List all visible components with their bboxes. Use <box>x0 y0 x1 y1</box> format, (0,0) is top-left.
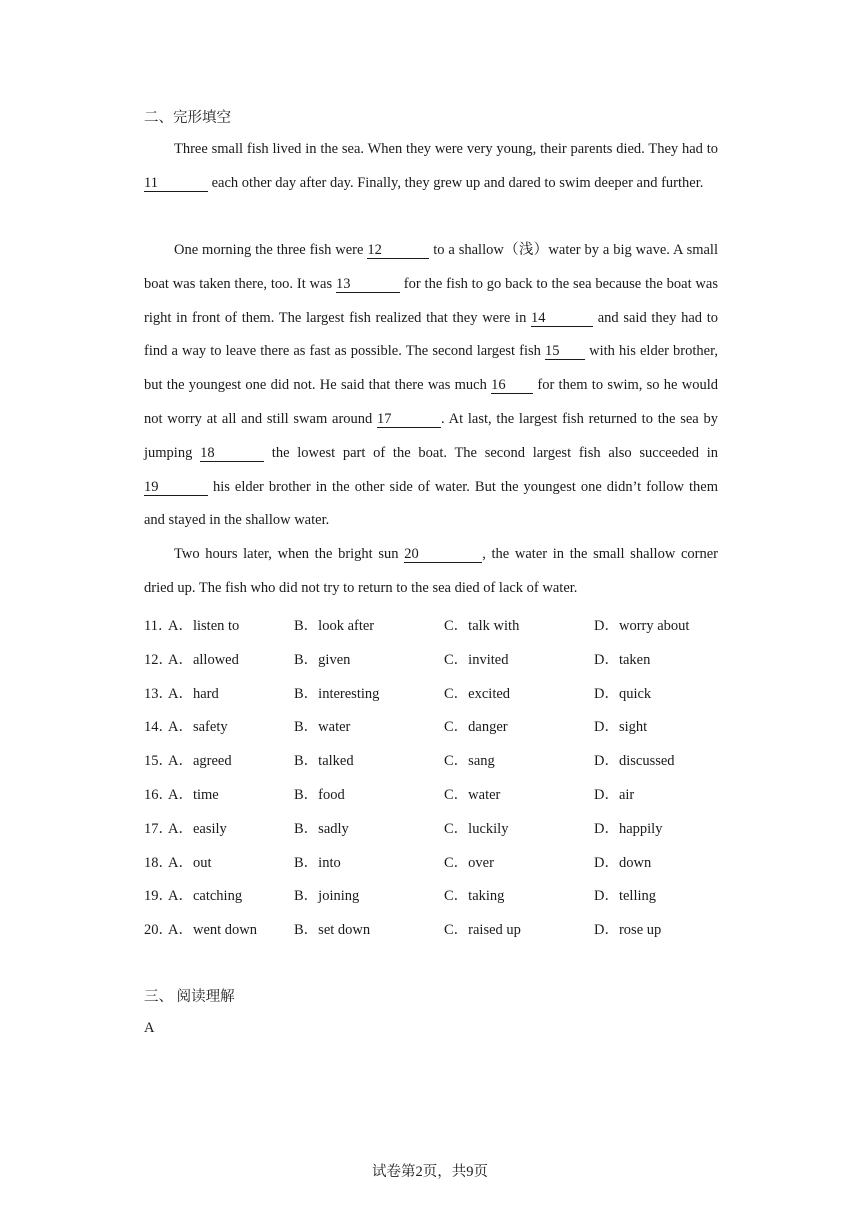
question-number: 11． <box>144 618 173 634</box>
option-c: C．raised up <box>444 922 521 939</box>
option-c: C．sang <box>444 753 495 770</box>
option-a: A．time <box>168 787 219 803</box>
blank-11: 11 <box>144 176 208 192</box>
option-d: D．sight <box>594 719 648 736</box>
section-subtitle: A <box>144 1020 155 1036</box>
option-b: B．into <box>294 854 341 871</box>
blank-16: 16 <box>491 378 533 394</box>
option-a: A．out <box>168 854 212 871</box>
section-title-cloze: 二、完形填空 <box>144 110 231 126</box>
option-b: B．given <box>294 651 351 668</box>
passage-text: with his elder brother, but the youngest one did not. He said that there was much <box>144 343 718 394</box>
option-d: D．taken <box>594 651 651 668</box>
question-row <box>144 817 718 837</box>
passage-text: each other day after day. Finally, they grew up and dared to swim deeper and further. <box>208 174 704 191</box>
blank-18: 18 <box>200 446 264 462</box>
page-footer: 试卷第2页，共9页 <box>372 1164 488 1180</box>
option-b: B．look after <box>294 618 375 634</box>
question-number: 13． <box>144 685 173 702</box>
passage-paragraph-3 <box>144 538 718 606</box>
question-number: 19． <box>144 888 173 905</box>
passage-paragraph-1 <box>144 133 718 201</box>
option-b: B．food <box>294 787 345 803</box>
blank-19: 19 <box>144 480 208 496</box>
option-d: D．happily <box>594 820 663 837</box>
passage-text: and said they had to find a way to leave there as fast as possible. The second largest fish <box>144 309 718 360</box>
question-number: 17． <box>144 820 173 837</box>
option-d: D．rose up <box>594 922 662 939</box>
question-number: 14． <box>144 719 173 736</box>
option-a: A．safety <box>168 719 228 736</box>
passage-text: One morning the three fish were <box>174 242 368 258</box>
section-title-reading: 三、 阅读理解 <box>144 989 235 1005</box>
blank-13: 13 <box>336 277 400 293</box>
option-c: C．over <box>444 854 494 871</box>
option-c: C．water <box>444 787 501 803</box>
passage-text: for them to swim, so he would not worry at all and still swam around <box>144 377 718 427</box>
question-number: 12． <box>144 651 173 668</box>
option-c: C．taking <box>444 888 505 905</box>
passage-text: . At last, the largest fish returned to the sea by jumping <box>144 410 718 461</box>
passage-text: Three small fish lived in the sea. When they were very young, their parents died. They had to <box>174 141 718 157</box>
option-c: C．luckily <box>444 820 509 837</box>
option-d: D．quick <box>594 685 652 702</box>
option-d: D．air <box>594 787 635 803</box>
option-d: D．worry about <box>594 618 690 634</box>
option-b: B．joining <box>294 888 360 905</box>
passage-text: Two hours later, when the bright sun <box>174 546 405 562</box>
option-a: A．went down <box>168 922 258 939</box>
question-row <box>144 682 718 702</box>
question-row <box>144 918 718 938</box>
option-b: B．water <box>294 719 351 736</box>
blank-17: 17 <box>377 412 441 428</box>
option-b: B．talked <box>294 753 354 770</box>
passage-text: the lowest part of the boat. The second largest fish also succeeded in <box>264 444 718 461</box>
option-c: C．invited <box>444 651 509 668</box>
passage-text: , the water in the small shallow corner dried up. The fish who did not try to return to the sea died of lack of water. <box>144 546 718 596</box>
option-b: B．sadly <box>294 820 349 837</box>
question-row <box>144 614 718 634</box>
option-a: A．agreed <box>168 753 232 770</box>
blank-12: 12 <box>367 243 429 259</box>
question-row <box>144 783 718 803</box>
question-number: 15． <box>144 753 173 770</box>
passage-text: to a shallow（浅）water by a big wave. A small boat was taken there, too. It was <box>144 242 718 292</box>
passage-paragraph-2 <box>144 234 718 538</box>
question-row <box>144 749 718 769</box>
question-row <box>144 648 718 668</box>
option-c: C．excited <box>444 685 511 702</box>
question-row <box>144 715 718 735</box>
blank-20: 20 <box>404 547 482 563</box>
option-b: B．interesting <box>294 685 380 702</box>
option-a: A．listen to <box>168 618 240 634</box>
option-d: D．discussed <box>594 753 675 770</box>
question-number: 16． <box>144 787 173 803</box>
option-b: B．set down <box>294 922 371 939</box>
blank-15: 15 <box>545 344 585 360</box>
question-row <box>144 851 718 871</box>
question-row <box>144 884 718 904</box>
passage-text: his elder brother in the other side of water. But the youngest one didn’t follow them and stayed in the shallow water. <box>144 478 718 529</box>
passage-text: for the fish to go back to the sea because the boat was right in front of them. The largest fish realized that they were in <box>144 275 718 326</box>
option-a: A．allowed <box>168 651 239 668</box>
option-d: D．telling <box>594 888 657 905</box>
blank-14: 14 <box>531 311 593 327</box>
option-d: D．down <box>594 854 652 871</box>
option-c: C．danger <box>444 719 508 736</box>
question-number: 20． <box>144 922 173 939</box>
question-number: 18． <box>144 854 173 871</box>
option-a: A．easily <box>168 820 227 837</box>
option-c: C．talk with <box>444 618 520 634</box>
option-a: A．hard <box>168 685 219 702</box>
option-a: A．catching <box>168 888 243 905</box>
